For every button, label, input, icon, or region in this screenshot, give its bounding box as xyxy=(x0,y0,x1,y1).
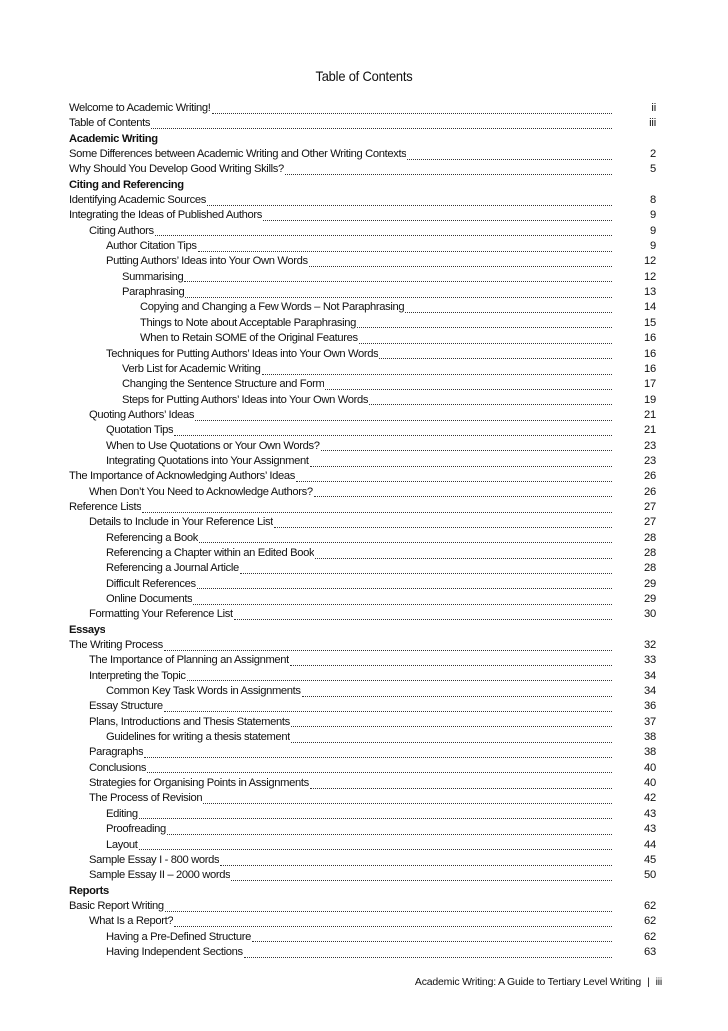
toc-page-number: 12 xyxy=(643,255,656,268)
toc-entry-title: What Is a Report? xyxy=(89,915,174,928)
toc-entry[interactable] xyxy=(69,776,656,791)
dot-leader xyxy=(244,957,612,958)
toc-entry-title: Quoting Authors’ Ideas xyxy=(89,408,195,421)
toc-entry[interactable] xyxy=(69,500,656,515)
toc-entry-title: Referencing a Journal Article xyxy=(106,562,239,575)
toc-entry[interactable] xyxy=(69,193,656,208)
section-heading-text: Academic Writing xyxy=(69,132,158,145)
dot-leader xyxy=(147,772,612,773)
toc-entry-title: Steps for Putting Authors’ Ideas into Your Own Words xyxy=(122,393,369,406)
toc-page-number: 32 xyxy=(643,639,656,652)
toc-entry[interactable] xyxy=(69,208,656,223)
toc-entry-title: Proofreading xyxy=(106,823,166,836)
toc-entry[interactable] xyxy=(69,224,656,239)
toc-entry-title: Having Independent Sections xyxy=(106,945,243,958)
dot-leader xyxy=(310,466,612,467)
toc-entry-title: Basic Report Writing xyxy=(69,899,164,912)
toc-entry[interactable] xyxy=(69,254,656,269)
toc-entry[interactable] xyxy=(69,162,656,177)
toc-page-number: 17 xyxy=(643,378,656,391)
dot-leader xyxy=(359,343,612,344)
dot-leader xyxy=(195,420,612,421)
toc-section-heading xyxy=(69,623,656,638)
toc-entry[interactable] xyxy=(69,577,656,592)
toc-entry-title: Things to Note about Acceptable Paraphrasing xyxy=(140,316,356,329)
toc-entry[interactable] xyxy=(69,393,656,408)
toc-page-number: 63 xyxy=(643,945,656,958)
toc-entry-title: Formatting Your Reference List xyxy=(89,608,233,621)
toc-entry[interactable] xyxy=(69,791,656,806)
toc-page-number: 36 xyxy=(643,700,656,713)
dot-leader xyxy=(357,327,612,328)
toc-entry[interactable] xyxy=(69,715,656,730)
dot-leader xyxy=(187,680,612,681)
toc-page-number: 50 xyxy=(643,869,656,882)
toc-entry[interactable] xyxy=(69,101,656,116)
toc-entry-title: Author Citation Tips xyxy=(106,240,197,253)
toc-page-number: 26 xyxy=(643,485,656,498)
toc-entry[interactable] xyxy=(69,853,656,868)
toc-entry[interactable] xyxy=(69,638,656,653)
dot-leader xyxy=(369,404,612,405)
dot-leader xyxy=(234,619,612,620)
toc-entry[interactable] xyxy=(69,454,656,469)
dot-leader xyxy=(207,205,612,206)
toc-entry-title: Welcome to Academic Writing! xyxy=(69,102,211,114)
toc-entry[interactable] xyxy=(69,116,656,131)
toc-entry-title: Why Should You Develop Good Writing Skills? xyxy=(69,163,284,176)
toc-entry-title: Editing xyxy=(106,807,138,820)
toc-entry[interactable] xyxy=(69,868,656,883)
toc-page-number: 62 xyxy=(643,915,656,928)
dot-leader xyxy=(139,818,612,819)
toc-entry[interactable] xyxy=(69,408,656,423)
toc-page-number: iii xyxy=(649,117,656,130)
dot-leader xyxy=(274,527,612,528)
toc-page-number: 29 xyxy=(643,577,656,590)
toc-page-number: 28 xyxy=(643,531,656,544)
toc-entry[interactable] xyxy=(69,684,656,699)
footer-separator: | xyxy=(647,976,650,988)
page-footer xyxy=(415,976,662,988)
dot-leader xyxy=(325,389,612,390)
dot-leader xyxy=(252,941,612,942)
toc-entry[interactable] xyxy=(69,561,656,576)
toc-page-number: ii xyxy=(651,102,656,114)
toc-page-number: 8 xyxy=(649,194,656,207)
toc-page-number: 28 xyxy=(643,546,656,559)
toc-page-number: 37 xyxy=(643,715,656,728)
toc-page-number: 9 xyxy=(649,240,656,253)
toc-entry-title: Putting Authors’ Ideas into Your Own Words xyxy=(106,255,308,268)
dot-leader xyxy=(184,281,612,282)
dot-leader xyxy=(144,757,612,758)
dot-leader xyxy=(174,926,612,927)
toc-entry-title: Layout xyxy=(106,838,138,851)
toc-entry-title: Integrating Quotations into Your Assignment xyxy=(106,454,309,467)
toc-section-heading xyxy=(69,178,656,193)
toc-page-number: 16 xyxy=(643,347,656,360)
dot-leader xyxy=(309,266,612,267)
dot-leader xyxy=(290,665,612,666)
dot-leader xyxy=(291,742,612,743)
dot-leader xyxy=(405,312,612,313)
toc-page-number: 2 xyxy=(649,148,656,161)
toc-page-number: 16 xyxy=(643,332,656,345)
toc-entry[interactable] xyxy=(69,838,656,853)
dot-leader xyxy=(285,174,612,175)
toc-entry-title: Reference Lists xyxy=(69,500,142,513)
toc-page-number: 45 xyxy=(643,853,656,866)
toc-entry[interactable] xyxy=(69,945,656,960)
dot-leader xyxy=(315,558,612,559)
toc-page-number: 29 xyxy=(643,593,656,605)
toc-page-number: 33 xyxy=(643,654,656,667)
toc-page-number: 21 xyxy=(643,408,656,421)
toc-page-number: 19 xyxy=(643,393,656,406)
toc-entry[interactable] xyxy=(69,745,656,760)
toc-section-heading xyxy=(69,884,656,899)
toc-page-number: 27 xyxy=(643,500,656,513)
toc-entry[interactable] xyxy=(69,807,656,822)
toc-entry[interactable] xyxy=(69,653,656,668)
toc-entry-title: Difficult References xyxy=(106,577,196,590)
toc-page-number: 34 xyxy=(643,669,656,682)
toc-entry-title: The Writing Process xyxy=(69,639,163,652)
toc-page-number: 9 xyxy=(649,209,656,222)
dot-leader xyxy=(164,711,612,712)
toc-page-number: 5 xyxy=(649,163,656,176)
toc-page-number: 28 xyxy=(643,562,656,575)
toc-entry[interactable] xyxy=(69,362,656,377)
dot-leader xyxy=(302,696,612,697)
dot-leader xyxy=(220,865,612,866)
dot-leader xyxy=(198,251,612,252)
toc-page-number: 30 xyxy=(643,608,656,621)
toc-page-number: 62 xyxy=(643,899,656,912)
toc-page-number: 9 xyxy=(649,224,656,237)
toc-entry[interactable] xyxy=(69,300,656,315)
toc-entry[interactable] xyxy=(69,730,656,745)
toc-page-number: 12 xyxy=(643,270,656,283)
toc-entry-title: Essay Structure xyxy=(89,700,163,713)
dot-leader xyxy=(263,220,612,221)
footer-book-title: Academic Writing: A Guide to Tertiary Level Writing xyxy=(414,976,642,988)
toc-entry-title: Paragraphs xyxy=(89,746,144,759)
toc-entry-title: The Process of Revision xyxy=(89,792,203,805)
toc-entry-title: When to Use Quotations or Your Own Words? xyxy=(106,439,320,452)
toc-page-number: 44 xyxy=(643,838,656,851)
toc-page-number: 62 xyxy=(643,930,656,943)
dot-leader xyxy=(407,159,612,160)
toc-entry-title: Sample Essay I - 800 words xyxy=(89,853,220,866)
toc-entry[interactable] xyxy=(69,485,656,500)
toc-entry-title: Quotation Tips xyxy=(106,424,174,437)
dot-leader xyxy=(203,803,612,804)
toc-entry[interactable] xyxy=(69,270,656,285)
dot-leader xyxy=(314,496,612,497)
toc-entry-title: Referencing a Book xyxy=(106,531,198,544)
toc-entry[interactable] xyxy=(69,285,656,300)
toc-entry-title: Copying and Changing a Few Words – Not Paraphrasing xyxy=(140,301,405,314)
toc-page-number: 43 xyxy=(643,823,656,836)
dot-leader xyxy=(197,588,612,589)
toc-entry[interactable] xyxy=(69,546,656,561)
dot-leader xyxy=(291,726,612,727)
toc-entry[interactable] xyxy=(69,147,656,162)
toc-entry-title: Online Documents xyxy=(106,593,193,605)
toc-entry-title: Integrating the Ideas of Published Authors xyxy=(69,209,263,222)
toc-entry-title: Plans, Introductions and Thesis Statements xyxy=(89,715,290,728)
toc-entry-title: Verb List for Academic Writing xyxy=(122,362,261,375)
section-heading-text: Essays xyxy=(69,623,106,636)
toc-entry-title: Techniques for Putting Authors’ Ideas into Your Own Words xyxy=(106,347,379,360)
toc-entry-title: Common Key Task Words in Assignments xyxy=(106,685,301,698)
toc-entry-title: Identifying Academic Sources xyxy=(69,194,206,207)
toc-entry[interactable] xyxy=(69,316,656,331)
toc-entry-title: Table of Contents xyxy=(69,117,151,130)
toc-entry-title: Conclusions xyxy=(89,761,147,774)
dot-leader xyxy=(212,113,613,114)
toc-entry[interactable] xyxy=(69,761,656,776)
toc-entry-title: The Importance of Acknowledging Authors’ Ideas xyxy=(69,470,296,483)
toc-section-heading xyxy=(69,132,656,147)
toc-page-number: 40 xyxy=(643,777,656,790)
toc-page-number: 27 xyxy=(643,516,656,529)
dot-leader xyxy=(231,880,612,881)
toc-entry[interactable] xyxy=(69,469,656,484)
dot-leader xyxy=(379,358,612,359)
toc-entry-title: Interpreting the Topic xyxy=(89,669,186,682)
toc-entry[interactable] xyxy=(69,930,656,945)
toc-entry-title: Summarising xyxy=(122,270,184,283)
section-heading-text: Citing and Referencing xyxy=(69,178,184,191)
dot-leader xyxy=(240,573,612,574)
toc-page-number: 38 xyxy=(643,746,656,759)
toc-entry[interactable] xyxy=(69,331,656,346)
dot-leader xyxy=(296,481,612,482)
toc-entry-title: When to Retain SOME of the Original Features xyxy=(140,332,358,345)
toc-entry-title: Having a Pre-Defined Structure xyxy=(106,930,251,943)
table-of-contents xyxy=(69,101,656,960)
toc-entry-title: Details to Include in Your Reference List xyxy=(89,516,274,529)
toc-entry[interactable] xyxy=(69,377,656,392)
toc-entry[interactable] xyxy=(69,239,656,254)
toc-entry-title: Referencing a Chapter within an Edited Book xyxy=(106,546,315,559)
toc-page-number: 34 xyxy=(643,685,656,698)
toc-entry-title: When Don’t You Need to Acknowledge Authors? xyxy=(89,485,313,498)
toc-entry[interactable] xyxy=(69,592,656,607)
toc-page-number: 42 xyxy=(643,792,656,805)
dot-leader xyxy=(199,542,612,543)
dot-leader xyxy=(167,834,612,835)
dot-leader xyxy=(155,235,612,236)
toc-page-number: 13 xyxy=(643,286,656,299)
toc-page-number: 38 xyxy=(643,731,656,744)
toc-entry[interactable] xyxy=(69,914,656,929)
toc-entry[interactable] xyxy=(69,699,656,714)
dot-leader xyxy=(139,849,613,850)
toc-entry-title: Changing the Sentence Structure and Form xyxy=(122,378,325,391)
toc-entry[interactable] xyxy=(69,607,656,622)
toc-entry[interactable] xyxy=(69,531,656,546)
toc-page-number: 16 xyxy=(643,362,656,375)
toc-entry-title: Strategies for Organising Points in Assignments xyxy=(89,777,309,790)
toc-page-number: 14 xyxy=(643,301,656,314)
toc-entry[interactable] xyxy=(69,669,656,684)
toc-entry[interactable] xyxy=(69,899,656,914)
dot-leader xyxy=(165,911,612,912)
toc-entry-title: Citing Authors xyxy=(89,224,154,237)
toc-entry-title: Paraphrasing xyxy=(122,286,185,299)
toc-page-number: 21 xyxy=(643,424,656,437)
toc-page-number: 23 xyxy=(643,454,656,467)
dot-leader xyxy=(164,650,612,651)
toc-entry-title: Guidelines for writing a thesis statement xyxy=(106,731,291,744)
toc-page-number: 23 xyxy=(643,439,656,452)
toc-page-number: 43 xyxy=(643,807,656,820)
toc-page-number: 26 xyxy=(643,470,656,483)
dot-leader xyxy=(262,374,612,375)
toc-entry-title: Some Differences between Academic Writing and Other Writing Contexts xyxy=(69,148,407,161)
footer-page-number: iii xyxy=(655,976,662,988)
toc-entry[interactable] xyxy=(69,347,656,362)
toc-page-number: 40 xyxy=(643,761,656,774)
toc-entry[interactable] xyxy=(69,439,656,454)
toc-page-number: 15 xyxy=(643,316,656,329)
section-heading-text: Reports xyxy=(69,884,109,897)
dot-leader xyxy=(151,128,612,129)
dot-leader xyxy=(321,450,612,451)
toc-entry[interactable] xyxy=(69,515,656,530)
dot-leader xyxy=(310,788,612,789)
page-title: Table of Contents xyxy=(315,68,413,84)
toc-entry[interactable] xyxy=(69,822,656,837)
dot-leader xyxy=(142,512,612,513)
toc-entry-title: Sample Essay II – 2000 words xyxy=(89,869,231,882)
dot-leader xyxy=(193,604,612,605)
dot-leader xyxy=(174,435,612,436)
dot-leader xyxy=(185,297,612,298)
toc-entry-title: The Importance of Planning an Assignment xyxy=(89,654,289,667)
toc-entry[interactable] xyxy=(69,423,656,438)
